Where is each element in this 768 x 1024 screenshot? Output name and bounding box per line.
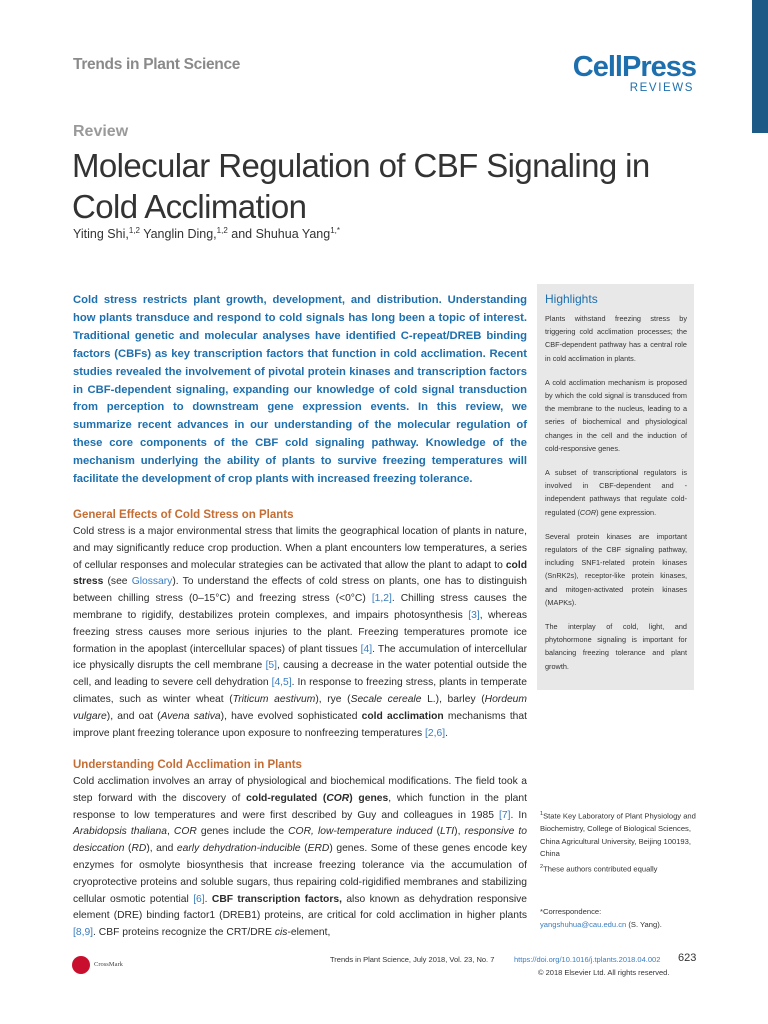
side-tab: [752, 0, 768, 133]
italic-term: Hordeum vulgare: [73, 693, 527, 722]
citation-link[interactable]: [4,5]: [271, 677, 292, 689]
correspondence-email-link[interactable]: yangshuhua@cau.edu.cn: [540, 919, 627, 929]
abstract: Cold stress restricts plant growth, development, and distribution. Understanding how plants transduce and respond to cold signals has long been a topic of interest. Traditional genetic and molecular analyses have identified C-repeat/DREB binding factors (CBFs) as key transcription factors that function in cold acclimation. Recent studies revealed the involvement of pivotal protein kinases and transcription factors in CBF-dependent signaling, expanding our knowledge of cold signal transduction from perception to downstream gene expression events. In this review, we summarize recent advances in our understanding of the molecular regulation of these core components of the CBF cold signaling pathway. Knowledge of the mechanism underlying the ability of plants to survive freezing temperatures will facilitate the development of crop plants with increased freezing tolerance.: [73, 294, 527, 486]
author-name: Yanglin Ding,: [139, 227, 217, 242]
journal-name: Trends in Plant Science: [73, 56, 241, 73]
crossmark-label: CrossMark: [94, 961, 123, 968]
correspondence-label: *Correspondence:: [540, 907, 602, 916]
affiliation-2: [540, 861, 700, 876]
italic-term: cis: [274, 927, 288, 939]
highlight-item: The interplay of cold, light, and phytohormone signaling is important for balancing freezing tolerance and plant growth.: [545, 622, 687, 671]
highlight-item: A subset of transcriptional regulators is involved in CBF-dependent and -independent pathways that regulate cold-regulated (COR) gene expression.: [545, 468, 687, 517]
highlights-box: [537, 284, 694, 690]
italic-term: LTI: [440, 826, 455, 838]
section-body-general-effects: Cold stress is a major environmental stress that limits the geographical location of plants in nature, and may significantly reduce crop production. When a plant encounters low temperatures, a series of cellular responses and molecular strategies can be activated that allow the plant to adapt to cold stress (see Glossary). To understand the effects of cold stress on plants, one has to distinguish between chilling stress (0–15°C) and freezing stress (<0°C) [1,2]. Chilling stress causes the membrane to rigidify, destabilizes protein complexes, and impairs photosynthesis [3], whereas freezing stress causes more serious injuries to the plant. Freezing temperatures promote ice formation in the apoplast (intercellular spaces) of plant tissues [4]. The accumulation of intercellular ice physically disrupts the cell membrane [5], causing a decrease in the water potential outside the cell, and leading to severe cell dehydration [4,5]. In response to freezing stress, plants in temperate climates, such as winter wheat (Triticum aestivum), rye (Secale cereale L.), barley (Hordeum vulgare), and oat (Avena sativa), have evolved sophisticated cold acclimation mechanisms that improve plant freezing tolerance upon exposure to nonfreezing temperatures [2,6].: [73, 526, 528, 739]
affiliation-marker: 1: [540, 811, 544, 817]
citation-link[interactable]: [2,6]: [425, 727, 446, 739]
footer-citation: Trends in Plant Science, July 2018, Vol. 23, No. 7: [330, 955, 495, 964]
italic-term: COR: [579, 507, 597, 517]
author-affiliation-marker: 1,2: [128, 226, 140, 235]
highlight-item: Several protein kinases are important regulators of the CBF signaling pathway, including SNF1-related protein kinases (SnRK2s), receptor-like protein kinases, and mitogen-activated protein kinases (MAPKs).: [545, 531, 687, 607]
footer-doi-link[interactable]: https://doi.org/10.1016/j.tplants.2018.04.002: [514, 955, 661, 964]
author-affiliation-marker: 1,*: [330, 226, 340, 235]
italic-term: responsive to desiccation: [73, 826, 527, 855]
logo-wordmark: CellPress: [572, 51, 696, 83]
italic-term: ERD: [307, 843, 330, 855]
section-body-understanding-cold-acclimation: Cold acclimation involves an array of physiological and biochemical modifications. The field took a step forward with the discovery of cold-regulated (COR) genes, which function in the plant response to low temperatures and were first described by Guy and colleagues in 1985 [7]. In Arabidopsis thaliana, COR genes include the COR, low-temperature induced (LTI), responsive to desiccation (RD), and early dehydration-inducible (ERD) genes. Some of these genes encode key enzymes for osmolyte biosynthesis that increase freezing tolerance via the accumulation of cryoprotective proteins and soluble sugars, thus repairing cold-rigidified membranes and stabilizing cellular osmotic potential [6]. CBF transcription factors, also known as dehydration responsive element (DRE) binding factor1 (DREB1) proteins, are critical for cold acclimation in higher plants [8,9]. CBF proteins recognize the CRT/DRE cis-element,: [73, 776, 527, 939]
author-affiliation-marker: 1,2: [216, 226, 228, 235]
bold-term: cold acclimation: [361, 710, 444, 722]
highlights-list: [545, 312, 687, 684]
citation-link[interactable]: [4]: [360, 643, 373, 655]
author-list: [73, 226, 340, 241]
italic-term: RD: [131, 843, 147, 855]
bold-term: CBF transcription factors,: [211, 893, 342, 905]
affiliation-text: State Key Laboratory of Plant Physiology and Biochemistry, College of Biological Sciences, China Agricultural University, Beijing 100193, China: [540, 811, 696, 859]
correspondence: [540, 906, 700, 931]
italic-term: Arabidopsis thaliana: [73, 826, 167, 838]
italic-term: early dehydration-inducible: [176, 843, 301, 855]
correspondence-name: (S. Yang).: [626, 919, 662, 929]
article-type: Review: [73, 123, 129, 140]
author-name: Yiting Shi,: [73, 227, 129, 242]
citation-link[interactable]: [7]: [499, 809, 511, 821]
article-title: Molecular Regulation of CBF Signaling in Cold Acclimation: [72, 147, 650, 225]
section-title-general-effects: General Effects of Cold Stress on Plants: [73, 509, 294, 521]
crossmark-badge[interactable]: [72, 954, 152, 980]
citation-link[interactable]: [8,9]: [73, 927, 94, 939]
bold-term: ) genes: [349, 792, 389, 804]
affiliation-marker: 2: [540, 863, 544, 870]
italic-term: COR: [173, 826, 197, 838]
italic-term: Avena sativa: [160, 710, 221, 722]
page-number: 623: [678, 952, 697, 964]
affiliation-1: [540, 808, 700, 861]
highlight-item: A cold acclimation mechanism is proposed by which the cold signal is transduced from the membrane to the nucleus, leading to a series of biochemical and physiological changes in the cell and the induction of cold-responsive genes.: [545, 377, 687, 453]
citation-link[interactable]: Glossary: [131, 576, 173, 588]
author-name: and Shuhua Yang: [227, 227, 331, 242]
bold-term: cold-regulated (: [246, 792, 327, 804]
footer-copyright: © 2018 Elsevier Ltd. All rights reserved.: [538, 968, 670, 977]
highlight-item: Plants withstand freezing stress by triggering cold acclimation processes; the CBF-dependent pathway has a central role in cold acclimation in plants.: [545, 314, 687, 363]
affiliation-text: These authors contributed equally: [543, 864, 658, 874]
highlights-title: Highlights: [545, 292, 598, 306]
crossmark-icon: [72, 956, 90, 974]
italic-term: Secale cereale: [350, 693, 422, 705]
citation-link[interactable]: [5]: [265, 660, 278, 672]
bold-term: cold stress: [73, 559, 527, 588]
citation-link[interactable]: [1,2]: [371, 593, 392, 605]
citation-link[interactable]: [6]: [193, 893, 205, 905]
affiliations: [540, 808, 700, 876]
italic-term: Triticum aestivum: [232, 693, 316, 705]
cellpress-logo: [570, 52, 700, 96]
section-title-understanding-cold-acclimation: Understanding Cold Acclimation in Plants: [73, 759, 302, 771]
logo-subtitle: REVIEWS: [629, 82, 694, 94]
italic-term: COR, low-temperature induced: [288, 826, 433, 838]
citation-link[interactable]: [3]: [468, 609, 480, 621]
bold-italic-term: COR: [326, 792, 350, 804]
